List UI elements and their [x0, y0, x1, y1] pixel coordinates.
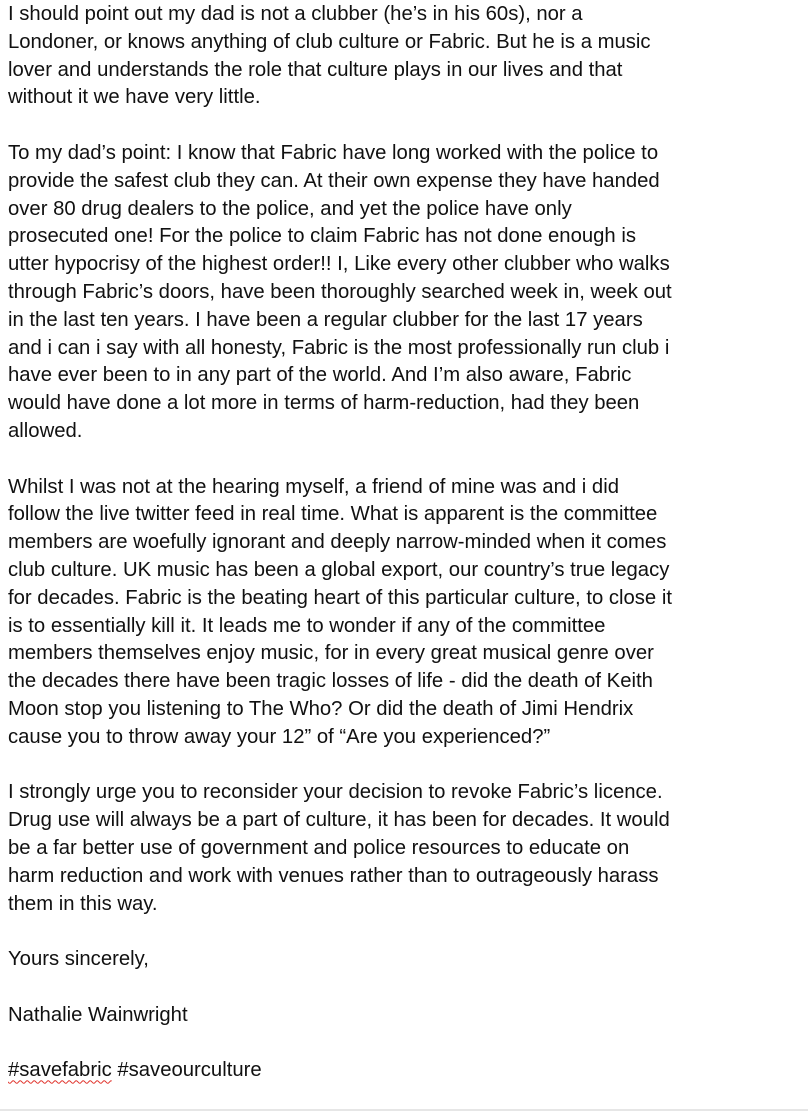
hashtag-saveourculture[interactable]: #saveourculture	[117, 1059, 262, 1082]
paragraph-intro: I should point out my dad is not a clubber (he’s in his 60s), nor a Londoner, or knows anything of club culture or Fabric. But he is a music lover and understands the role that culture plays in our lives and that without it we have very little.	[8, 3, 651, 109]
signature-name: Nathalie Wainwright	[8, 1003, 188, 1026]
closing-line: Yours sincerely,	[8, 948, 149, 971]
hashtags-line	[8, 1057, 803, 1085]
paragraph-urge: I strongly urge you to reconsider your decision to revoke Fabric’s licence. Drug use will always be a part of culture, it has been for decades. It would be a far better use of government and police resources to educate on harm reduction and work with venues rather than to outrageously harass them in this way.	[8, 781, 670, 915]
paragraph-police-cooperation: To my dad’s point: I know that Fabric have long worked with the police to provide the safest club they can. At their own expense they have handed over 80 drug dealers to the police, and yet the police have only prosecuted one! For the police to claim Fabric has not done enough is utter hypocrisy of the highest order!! I, Like every other clubber who walks through Fabric’s doors, have been thoroughly searched week in, week out in the last ten years. I have been a regular clubber for the last 17 years and i can i say with all honesty, Fabric is the most professionally run club i have ever been to in any part of the world. And I’m also aware, Fabric would have done a lot more in terms of harm-reduction, had they been allowed.	[8, 141, 672, 442]
hashtag-savefabric[interactable]: #savefabric	[8, 1059, 112, 1082]
letter-body	[8, 1, 803, 1085]
paragraph-hearing: Whilst I was not at the hearing myself, a friend of mine was and i did follow the live twitter feed in real time. What is apparent is the committee members are woefully ignorant and deeply narrow-minded when it comes club culture. UK music has been a global export, our country’s true legacy for decades. Fabric is the beating heart of this particular culture, to close it is to essentially kill it. It leads me to wonder if any of the committee members themselves enjoy music, for in every great musical genre over the decades there have been tragic losses of life - did the death of Keith Moon stop you listening to The Who? Or did the death of Jimi Hendrix cause you to throw away your 12” of “Are you experienced?”	[8, 475, 672, 748]
